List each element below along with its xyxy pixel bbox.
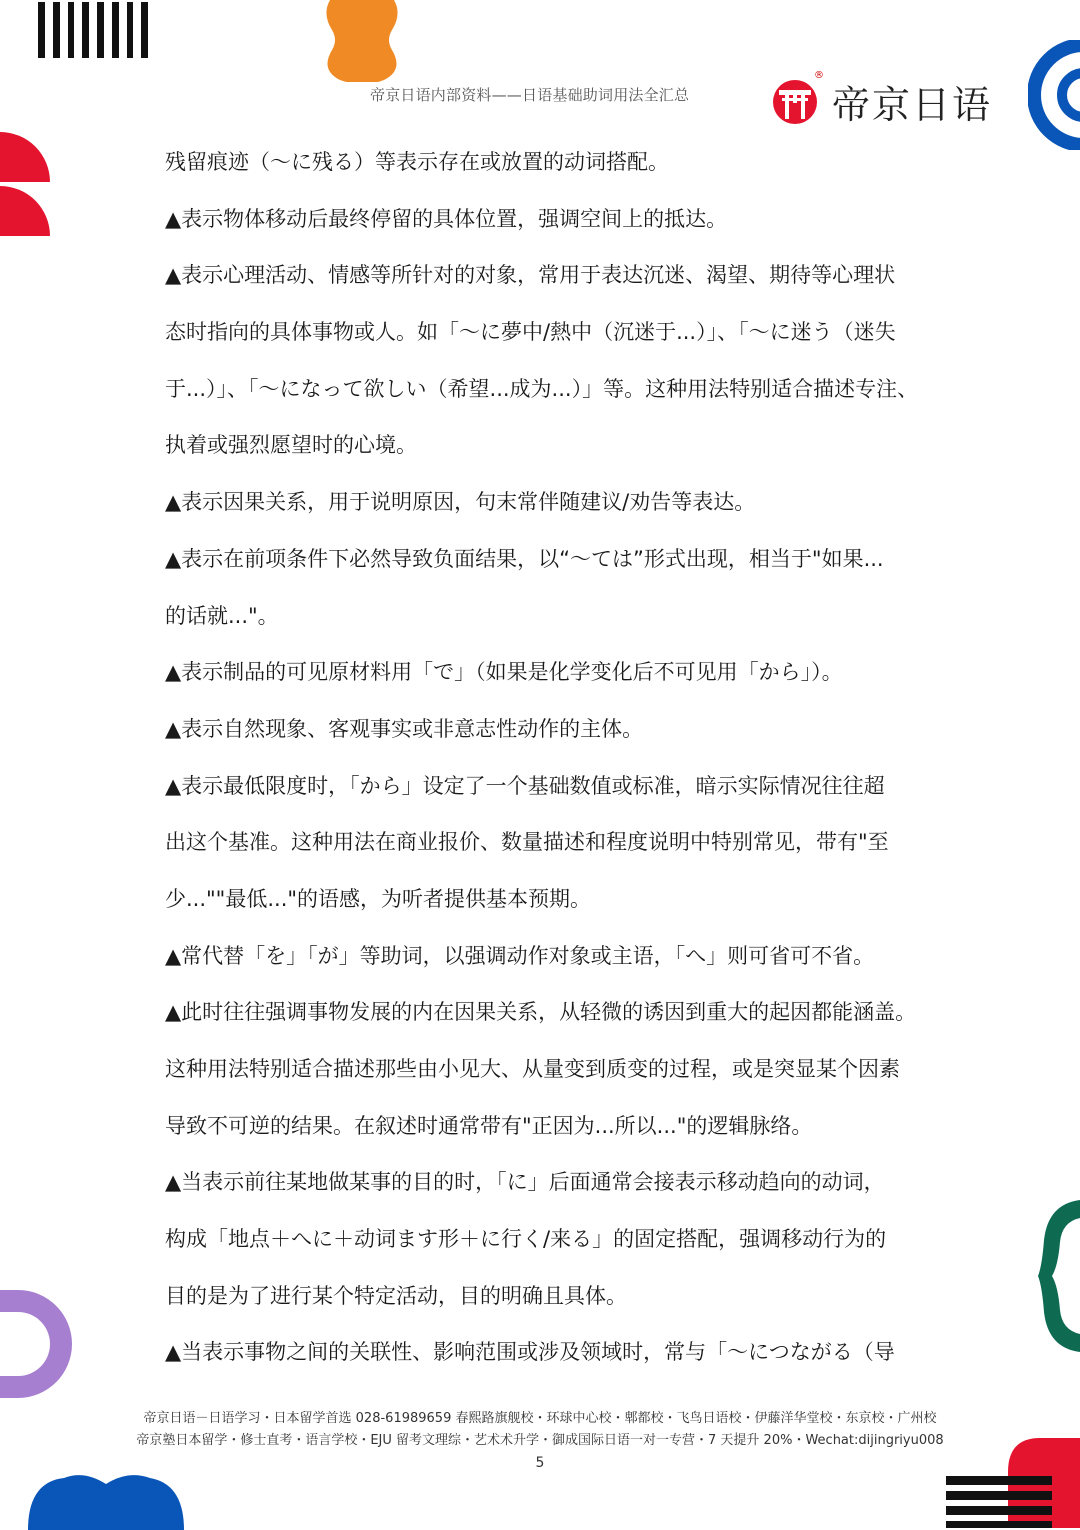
text-line: 出这个基准。这种用法在商业报价、数量描述和程度说明中特别常见，带有"至 [165,830,889,855]
blue-ring-decoration [1028,40,1080,150]
green-bracket-decoration [1038,1200,1080,1352]
text-line: ▲表示制品的可见原材料用「で」（如果是化学变化后不可见用「から」）。 [165,660,843,685]
text-line: ▲当表示事物之间的关联性、影响范围或涉及领域时，常与「～につながる（导 [165,1340,895,1365]
text-line: ▲表示在前项条件下必然导致负面结果，以“～ては”形式出现，相当于"如果... [165,546,884,571]
text-line: ▲当表示前往某地做某事的目的时，「に」后面通常会接表示移动趋向的动词， [165,1170,885,1195]
barcode-decoration [38,2,148,60]
footer-line-1: 帝京日语－日语学习・日本留学首选 028-61989659 春熙路旗舰校・环球中心校・郫都校・飞鸟日语校・伊藤洋华堂校・东京校・广州校 [143,1411,937,1426]
text-line: ▲表示自然现象、客观事实或非意志性动作的主体。 [165,716,644,741]
text-line: 态时指向的具体事物或人。如「～に夢中/熱中（沉迷于...）」、「～に迷う（迷失 [165,320,896,345]
registered-mark: ® [814,70,824,81]
text-line: ▲表示物体移动后最终停留的具体位置，强调空间上的抵达。 [165,206,728,231]
text-line: 执着或强烈愿望时的心境。 [165,433,417,458]
text-line: 构成「地点＋へに＋动词ます形＋に行く/来る」的固定搭配，强调移动行为的 [165,1227,887,1252]
text-line: 少...""最低..."的语感，为听者提供基本预期。 [165,886,592,911]
red-quarter-circles-decoration [0,132,52,236]
footer-line-2: 帝京塾日本留学・修士直考・语言学校・EJU 留考文理综・艺术术升学・御成国际日语一对一专营・7 天提升 20%・Wechat:dijingriyu008 [136,1433,944,1448]
torii-logo-icon [772,79,818,125]
text-line: ▲常代替「を」「が」等助词，以强调动作对象或主语，「へ」则可省可不省。 [165,943,875,968]
brand-name: 帝京日语 [832,83,993,127]
document-subtitle: 帝京日语内部资料——日语基础助词用法全汇总 [370,86,690,104]
orange-blob-decoration [322,0,402,82]
document-body [165,140,935,1387]
text-line: ▲表示最低限度时，「から」设定了一个基础数值或标准，暗示实际情况往往超 [165,773,885,798]
purple-d-decoration [0,1290,72,1398]
page-footer [0,1408,1080,1474]
text-line: 的话就..."。 [165,603,279,628]
text-line: 于...）」、「～になって欲しい（希望...成为...）」等。这种用法特别适合描述专注、 [165,376,919,401]
text-line: ▲表示因果关系，用于说明原因，句末常伴随建议/劝告等表达。 [165,490,756,515]
black-stripes-decoration [946,1474,1054,1528]
text-line: 残留痕迹（～に残る）等表示存在或放置的动词搭配。 [165,150,669,174]
text-line: 导致不可逆的结果。在叙述时通常带有"正因为...所以..."的逻辑脉络。 [165,1113,813,1138]
text-line: 目的是为了进行某个特定活动，目的明确且具体。 [165,1283,627,1308]
page-number: 5 [535,1455,545,1471]
text-line: ▲此时往往强调事物发展的内在因果关系，从轻微的诱因到重大的起因都能涵盖。 [165,1000,917,1025]
text-line: ▲表示心理活动、情感等所针对的对象，常用于表达沉迷、渴望、期待等心理状 [165,263,896,288]
brand-logo [772,70,993,129]
blue-cloud-decoration [28,1470,184,1530]
text-line: 这种用法特别适合描述那些由小见大、从量变到质变的过程，或是突显某个因素 [165,1057,900,1081]
